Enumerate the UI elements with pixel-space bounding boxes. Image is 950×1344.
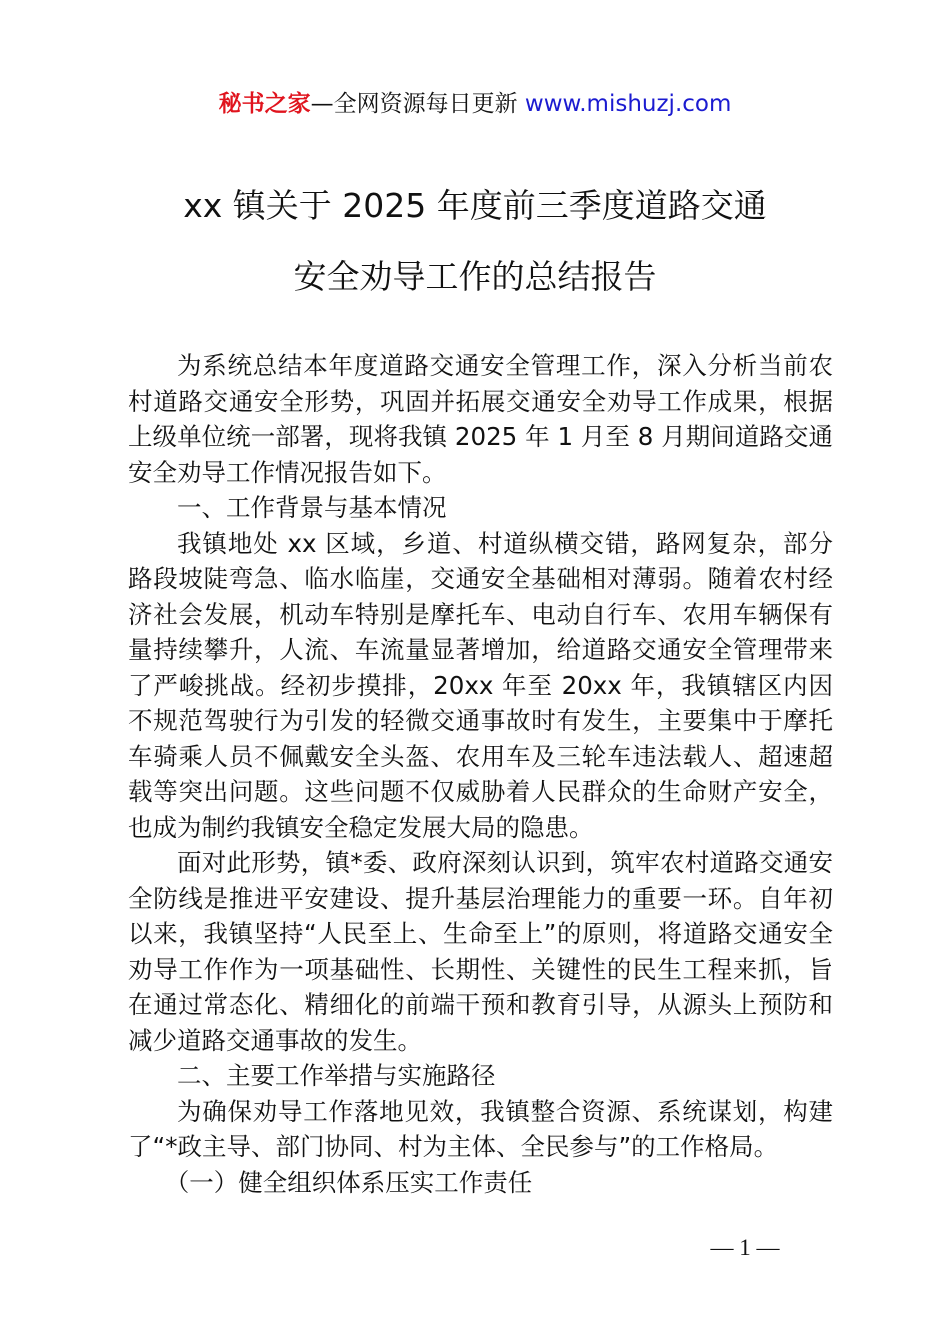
document-title-line-2: 安全劝导工作的总结报告 [293,257,657,296]
document-body [128,348,833,1200]
body-paragraph: 为确保劝导工作落地见效，我镇整合资源、系统谋划，构建了“*政主导、部门协同、村为主体、全民参与”的工作格局。 [128,1096,833,1161]
section-heading-2: 二、主要工作举措与实施路径 [177,1061,496,1090]
site-tagline: —全网资源每日更新 [310,91,525,117]
site-url-link[interactable]: www.mishuzj.com [524,91,732,117]
intro-paragraph: 为系统总结本年度道路交通安全管理工作，深入分析当前农村道路交通安全形势，巩固并拓展交通安全劝导工作成果，根据上级单位统一部署，现将我镇 2025 年 1 月至 8 月期间道路交通安全劝导工作情况报告如下。 [128,351,833,487]
document-title-line-1: xx 镇关于 2025 年度前三季度道路交通 [183,186,767,225]
body-paragraph: 我镇地处 xx 区域，乡道、村道纵横交错，路网复杂，部分路段坡陡弯急、临水临崖，交通安全基础相对薄弱。随着农村经济社会发展，机动车特别是摩托车、电动自行车、农用车辆保有量持续攀升，人流、车流量显著增加，给道路交通安全管理带来了严峻挑战。经初步摸排，20xx 年至 20xx 年，我镇辖区内因不规范驾驶行为引发的轻微交通事故时有发生，主要集中于摩托车骑乘人员不佩戴安全头盔、农用车及三轮车违法载人、超速超载等突出问题。这些问题不仅威胁着人民群众的生命财产安全，也成为制约我镇安全稳定发展大局的隐患。 [128,528,833,842]
site-header-banner [0,88,950,120]
site-brand: 秘书之家 [218,91,311,117]
document-title [0,184,950,299]
page-number: — 1 — [710,1235,780,1260]
subsection-heading-1: （一）健全组织体系压实工作责任 [164,1167,533,1197]
body-paragraph: 面对此形势，镇*委、政府深刻认识到，筑牢农村道路交通安全防线是推进平安建设、提升基层治理能力的重要一环。自年初以来，我镇坚持“人民至上、生命至上”的原则，将道路交通安全劝导工作作为一项基础性、长期性、关键性的民生工程来抓，旨在通过常态化、精细化的前端干预和教育引导，从源头上预防和减少道路交通事故的发生。 [128,848,833,1055]
section-heading-1: 一、工作背景与基本情况 [177,493,447,522]
